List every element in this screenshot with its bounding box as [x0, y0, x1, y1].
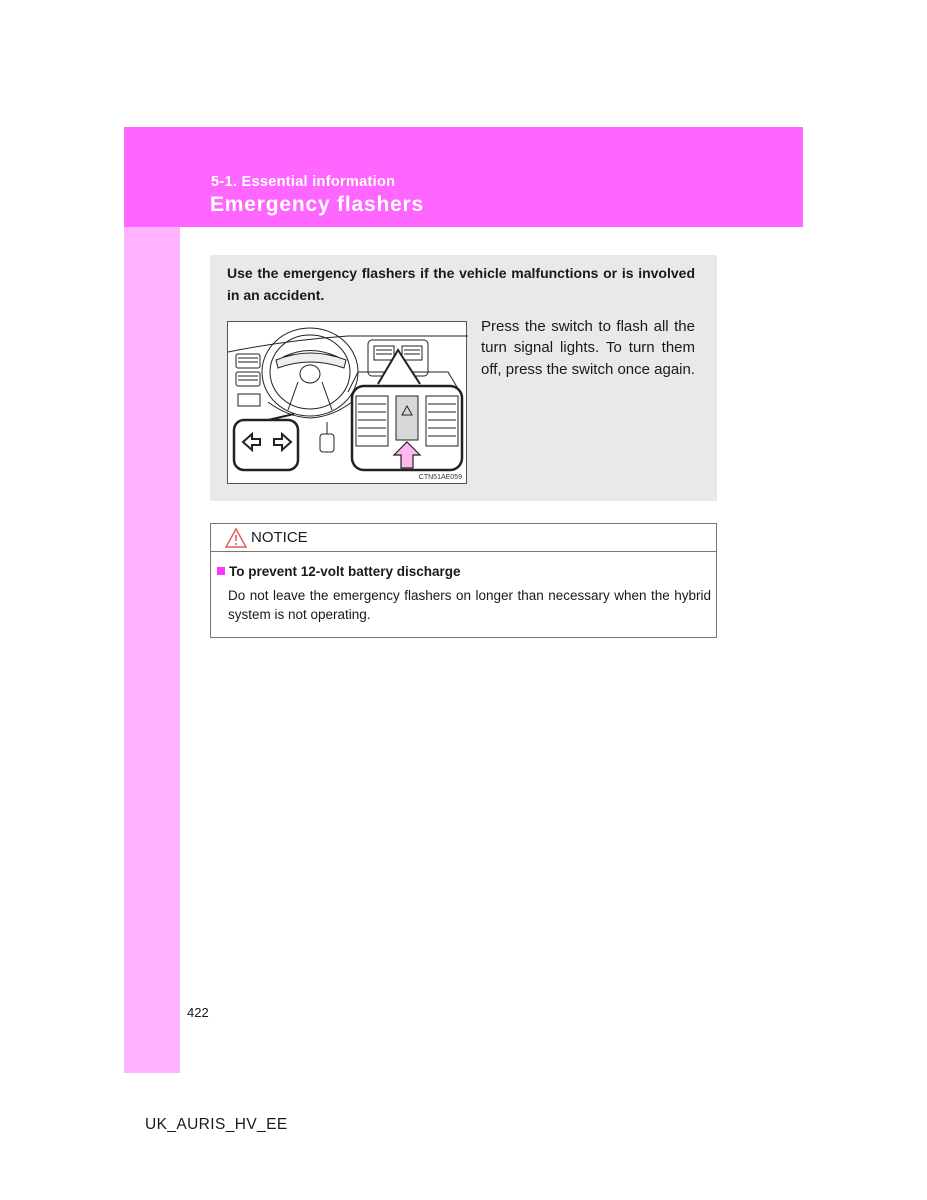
page-title: Emergency flashers	[210, 193, 425, 216]
notice-subtitle-row	[217, 564, 461, 579]
footer-doc-code: UK_AURIS_HV_EE	[145, 1116, 288, 1133]
notice-body: Do not leave the emergency flashers on longer than necessary when the hybrid system is not operating.	[228, 588, 711, 622]
side-band	[124, 227, 180, 1073]
notice-label: NOTICE	[251, 529, 308, 546]
figure-code: CTN51AE059	[418, 474, 462, 481]
warning-triangle-icon	[225, 528, 247, 548]
page-number: 422	[187, 1005, 209, 1020]
intro-text: Use the emergency flashers if the vehicle malfunctions or is involved in an accident.	[227, 265, 695, 303]
notice-box	[210, 523, 717, 638]
notice-subtitle: To prevent 12-volt battery discharge	[229, 564, 461, 579]
pink-square-bullet-icon	[217, 567, 225, 575]
notice-header	[211, 524, 716, 552]
section-label: 5-1. Essential information	[211, 174, 396, 190]
instruction-text: Press the switch to flash all the turn signal lights. To turn them off, press the switch once again.	[481, 318, 696, 378]
dashboard-illustration	[227, 321, 467, 484]
dashboard-drawing	[228, 322, 468, 485]
